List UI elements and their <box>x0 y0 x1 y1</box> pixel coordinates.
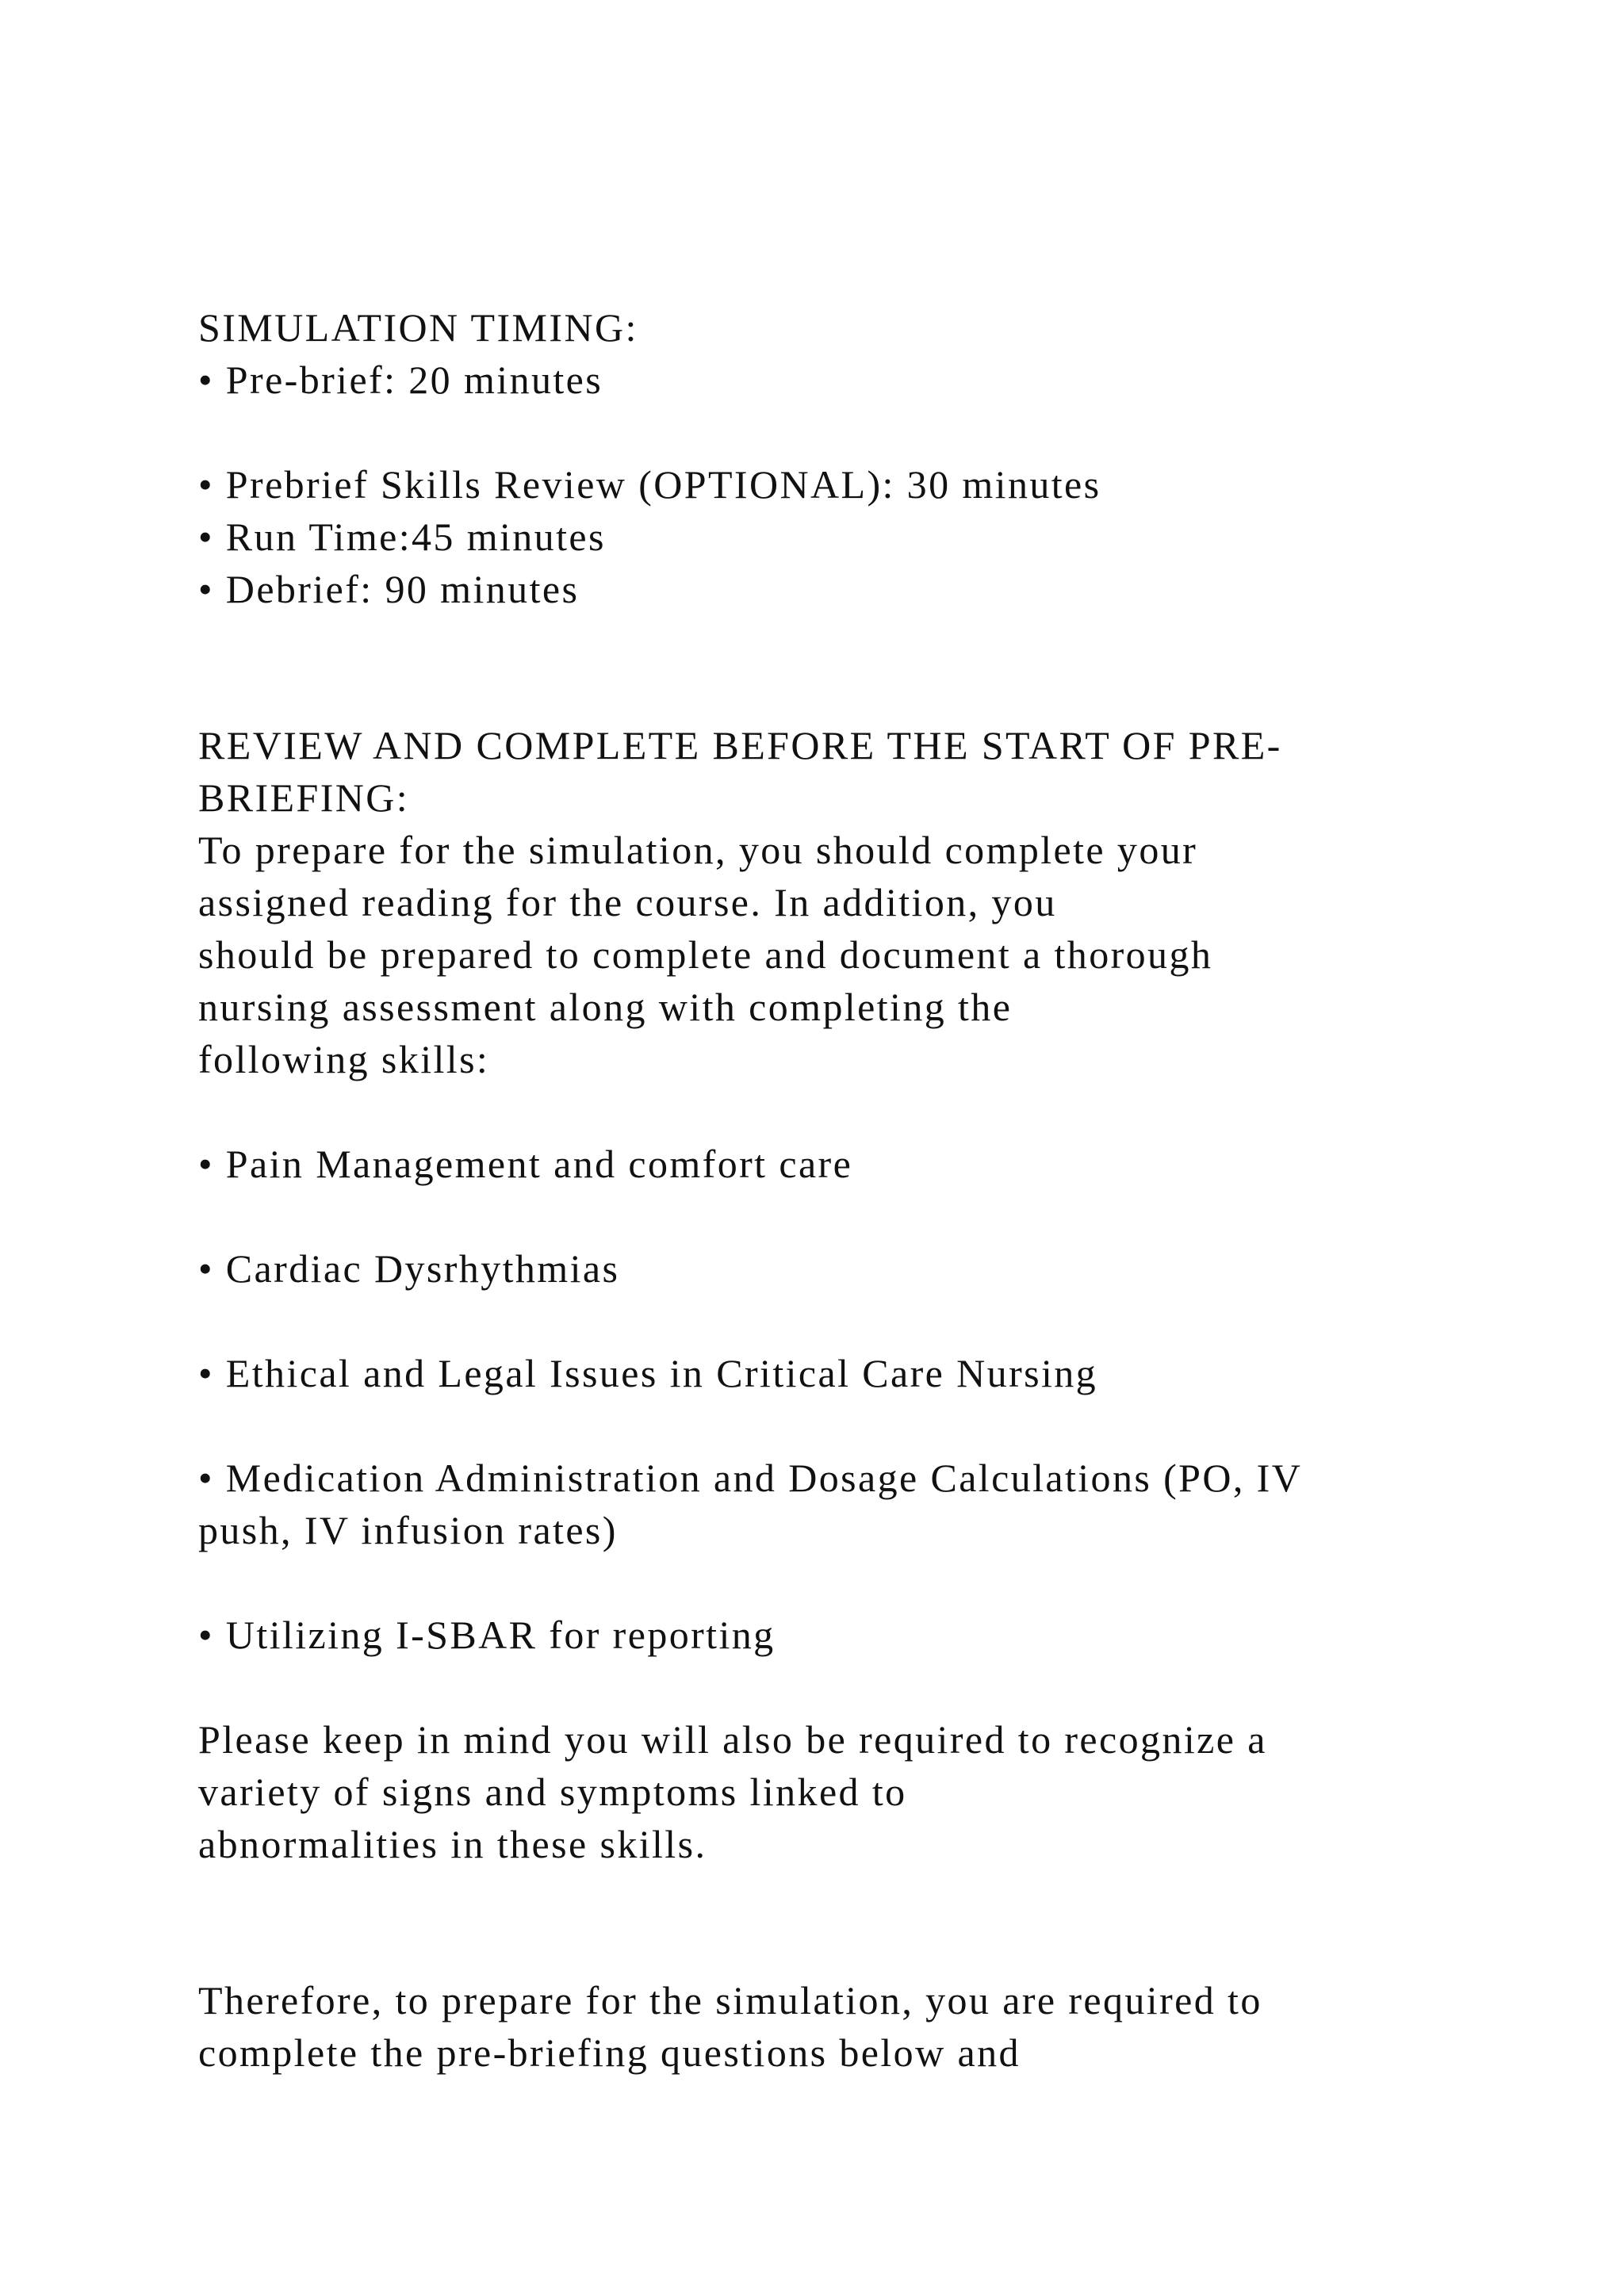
skill-item-medication-continued: push, IV infusion rates) <box>198 1508 618 1552</box>
timing-item-prebrief: • Pre-brief: 20 minutes <box>198 358 603 402</box>
skill-item-isbar: • Utilizing I-SBAR for reporting <box>198 1613 776 1657</box>
reminder-line: abnormalities in these skills. <box>198 1822 707 1866</box>
skill-item-cardiac: • Cardiac Dysrhythmias <box>198 1246 620 1291</box>
review-intro-line: nursing assessment along with completing the <box>198 985 1013 1029</box>
review-intro-line: following skills: <box>198 1037 490 1081</box>
reminder-line: Please keep in mind you will also be required to recognize a <box>198 1717 1267 1762</box>
review-intro-line: should be prepared to complete and document a thorough <box>198 932 1213 977</box>
skill-item-medication: • Medication Administration and Dosage Calculations (PO, IV <box>198 1456 1303 1500</box>
review-heading-line: REVIEW AND COMPLETE BEFORE THE START OF PRE- <box>198 723 1282 767</box>
review-intro-line: To prepare for the simulation, you should complete your <box>198 828 1198 872</box>
closing-line: complete the pre-briefing questions below and <box>198 2030 1021 2075</box>
timing-item-skills-review: • Prebrief Skills Review (OPTIONAL): 30 minutes <box>198 462 1101 507</box>
review-heading-line: BRIEFING: <box>198 775 410 820</box>
timing-heading: SIMULATION TIMING: <box>198 305 638 350</box>
closing-line: Therefore, to prepare for the simulation, you are required to <box>198 1978 1262 2022</box>
skill-item-ethical-legal: • Ethical and Legal Issues in Critical Care Nursing <box>198 1351 1098 1395</box>
reminder-line: variety of signs and symptoms linked to <box>198 1770 907 1814</box>
skill-item-pain-management: • Pain Management and comfort care <box>198 1142 853 1186</box>
timing-item-debrief: • Debrief: 90 minutes <box>198 567 580 611</box>
review-intro-line: assigned reading for the course. In addition, you <box>198 880 1057 924</box>
timing-item-run-time: • Run Time:45 minutes <box>198 515 606 559</box>
